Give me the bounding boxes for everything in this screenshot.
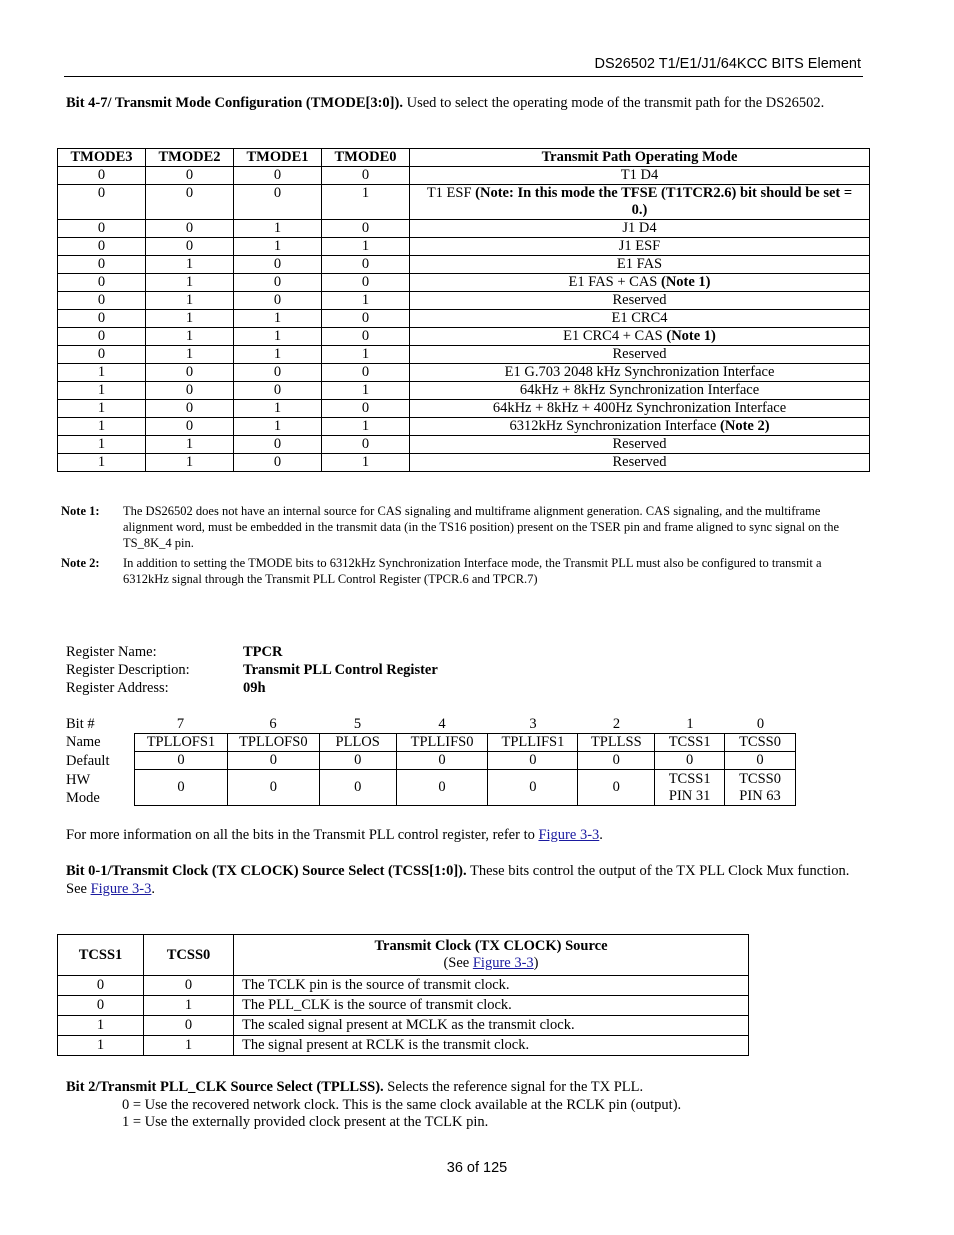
- bit-number: 7: [176, 716, 185, 732]
- tmode-cell: 1: [58, 418, 146, 436]
- tcss-bit-cell: 1: [58, 1036, 144, 1056]
- tcss-table: [57, 934, 749, 1056]
- th-tmode2: TMODE2: [146, 149, 234, 167]
- bit-hw: [227, 770, 319, 806]
- tmode-mode-cell: [410, 310, 870, 328]
- hw-pin: PIN 63: [739, 787, 781, 804]
- default-label: Default: [66, 753, 110, 769]
- tmode-cell: 0: [146, 400, 234, 418]
- tmode-cell: 0: [146, 238, 234, 256]
- bit-hw: [655, 770, 725, 806]
- tmode-cell: 0: [58, 274, 146, 292]
- hw-value: 0: [354, 779, 362, 795]
- tmode-cell: 0: [322, 436, 410, 454]
- mode-text: E1 FAS + CAS: [568, 274, 661, 290]
- tmode-cell: 0: [322, 220, 410, 238]
- mode-text: J1 D4: [622, 220, 657, 236]
- tmode-mode-cell: [410, 382, 870, 400]
- tmode-row: [58, 364, 870, 382]
- tmode-cell: 0: [58, 292, 146, 310]
- mode-text: T1 ESF: [426, 185, 476, 201]
- tmode-row: [58, 167, 870, 185]
- tmode-cell: 0: [322, 310, 410, 328]
- bit-name: PLLOS: [319, 734, 396, 752]
- tmode-cell: 1: [234, 400, 322, 418]
- bit-number: 0: [756, 716, 765, 732]
- more-info-text: For more information on all the bits in the Transmit PLL control register, refer to: [66, 827, 539, 843]
- hw-value: 0: [529, 779, 537, 795]
- tmode-mode-cell: [410, 167, 870, 185]
- tmode-row: [58, 346, 870, 364]
- tmode-cell: 0: [58, 220, 146, 238]
- tmode-row: [58, 310, 870, 328]
- tmode-cell: 0: [58, 238, 146, 256]
- tpllss-option-0: 0 = Use the recovered network clock. This is the same clock available at the RCLK pin (output).: [122, 1097, 682, 1113]
- note-text: In addition to setting the TMODE bits to 6312kHz Synchronization Interface mode, the Transmit PLL must also be configured to transmit a 6312kHz signal through the Transmit PLL Control Register (TPCR.6 and TPCR.7): [123, 556, 822, 586]
- tmode-cell: 0: [234, 274, 322, 292]
- mode-label: Mode: [66, 790, 100, 806]
- th-tcss1: TCSS1: [58, 935, 144, 976]
- mode-text: T1 D4: [620, 167, 659, 183]
- page-header: [64, 52, 863, 77]
- bit-name: TCSS0: [725, 734, 796, 752]
- mode-text: J1 ESF: [618, 238, 661, 254]
- hw-value: 0: [612, 779, 620, 795]
- more-info-end: .: [599, 827, 603, 843]
- bit-default: 0: [227, 752, 319, 770]
- tmode-mode-cell: [410, 220, 870, 238]
- tmode-row: [58, 454, 870, 472]
- tmode-cell: 1: [322, 346, 410, 364]
- tmode-cell: 1: [58, 436, 146, 454]
- tmode-mode-cell: [410, 454, 870, 472]
- bit-number: 3: [529, 716, 537, 732]
- mode-text: 64kHz + 8kHz + 400Hz Synchronization Interface: [492, 400, 787, 416]
- note-text: The DS26502 does not have an internal source for CAS signaling and multiframe alignment generation. CAS signaling, and the multiframe alignment word, must be embedded in the transmit data (in the TS16 position) present on the TSER pin and frame aligned to sync signal on the TS_8K_4 pin.: [123, 504, 840, 550]
- tmode-cell: 0: [322, 400, 410, 418]
- tmode-mode-cell: [410, 418, 870, 436]
- register-desc-label: Register Description:: [66, 662, 190, 678]
- note-label: Note 1:: [61, 504, 100, 518]
- tmode-cell: 1: [234, 238, 322, 256]
- tpllss-text: Selects the reference signal for the TX PLL.: [383, 1079, 644, 1095]
- bit-hw: [725, 770, 796, 806]
- bit-name: TPLLIFS0: [396, 734, 488, 752]
- tcss-row: [58, 1016, 749, 1036]
- hw-value: 0: [438, 779, 446, 795]
- tmode-cell: 0: [322, 364, 410, 382]
- tmode-cell: 0: [146, 167, 234, 185]
- tmode-cell: 0: [146, 418, 234, 436]
- tmode-cell: 1: [146, 346, 234, 364]
- tmode-cell: 0: [234, 167, 322, 185]
- tmode-cell: 0: [322, 274, 410, 292]
- tcss-intro-text: These bits control the output of the TX PLL Clock Mux function. See: [66, 863, 850, 897]
- tmode-cell: 0: [322, 256, 410, 274]
- hw-value: 0: [269, 779, 277, 795]
- mode-text: E1 FAS: [616, 256, 663, 272]
- tmode-cell: 0: [234, 256, 322, 274]
- tmode-cell: 1: [146, 310, 234, 328]
- th-source: [234, 935, 749, 976]
- bit-hw: [488, 770, 578, 806]
- bit-default: 0: [578, 752, 655, 770]
- bit-name-row: [135, 734, 796, 752]
- figure-link[interactable]: Figure 3-3: [538, 827, 600, 843]
- mode-text: Reserved: [612, 454, 667, 470]
- register-info: [66, 643, 438, 697]
- tmode-cell: 1: [234, 418, 322, 436]
- tcss-row: [58, 1036, 749, 1056]
- tmode-cell: 0: [58, 310, 146, 328]
- bit-name: TPLLOFS1: [135, 734, 228, 752]
- tmode-header-row: [58, 149, 870, 167]
- mode-text: Reserved: [612, 436, 667, 452]
- mode-text: E1 G.703 2048 kHz Synchronization Interface: [504, 364, 775, 380]
- tmode-cell: 0: [146, 364, 234, 382]
- tcss-bit-cell: 1: [144, 996, 234, 1016]
- see-pre: (See: [443, 955, 473, 971]
- tmode-row: [58, 292, 870, 310]
- mode-note: (Note 2): [720, 418, 770, 434]
- bit-number: 5: [353, 716, 362, 732]
- tcss-source-cell: The PLL_CLK is the source of transmit clock.: [234, 996, 749, 1016]
- tmode-cell: 1: [146, 436, 234, 454]
- th-tcss0: TCSS0: [144, 935, 234, 976]
- bit-default: 0: [396, 752, 488, 770]
- tcss-bit-cell: 0: [144, 1016, 234, 1036]
- th-source-title: Transmit Clock (TX CLOCK) Source: [374, 938, 608, 954]
- tmode-row: [58, 328, 870, 346]
- tmode-cell: 0: [58, 167, 146, 185]
- tcss-intro-bold: Bit 0-1/Transmit Clock (TX CLOCK) Source Select (TCSS[1:0]).: [66, 863, 467, 879]
- mode-text: E1 CRC4: [611, 310, 668, 326]
- bit-name: TPLLSS: [578, 734, 655, 752]
- tmode-cell: 1: [58, 400, 146, 418]
- bit-hw-row: [135, 770, 796, 806]
- tmode-cell: 1: [322, 454, 410, 472]
- tmode-cell: 0: [234, 436, 322, 454]
- tmode-row: [58, 185, 870, 220]
- tmode-cell: 1: [234, 346, 322, 364]
- tcss-source-cell: The scaled signal present at MCLK as the transmit clock.: [234, 1016, 749, 1036]
- tmode-cell: 0: [58, 256, 146, 274]
- bit-hw: [135, 770, 228, 806]
- mode-text: E1 CRC4 + CAS: [563, 328, 667, 344]
- tmode-mode-cell: [410, 274, 870, 292]
- tmode-cell: 1: [322, 238, 410, 256]
- th-tmode0: TMODE0: [322, 149, 410, 167]
- see-post: ): [533, 955, 539, 971]
- bit-default: 0: [135, 752, 228, 770]
- tmode-table: [57, 148, 870, 472]
- register-addr: 09h: [243, 680, 266, 696]
- register-name-label: Register Name:: [66, 644, 157, 660]
- tmode-cell: 1: [58, 382, 146, 400]
- mode-text: 64kHz + 8kHz Synchronization Interface: [519, 382, 760, 398]
- th-mode: Transmit Path Operating Mode: [410, 149, 870, 167]
- notes: [61, 503, 861, 591]
- tmode-cell: 1: [146, 274, 234, 292]
- tmode-cell: 0: [146, 185, 234, 220]
- figure-link[interactable]: Figure 3-3: [90, 881, 152, 897]
- register-desc: Transmit PLL Control Register: [243, 662, 438, 678]
- bit-name: TCSS1: [655, 734, 725, 752]
- mode-text: 6312kHz Synchronization Interface: [509, 418, 721, 434]
- bit-default-row: [135, 752, 796, 770]
- tmode-intro-bold: Bit 4-7/ Transmit Mode Configuration (TMODE[3:0]).: [66, 95, 403, 111]
- tmode-cell: 0: [58, 328, 146, 346]
- tcss-intro-end: .: [151, 881, 155, 897]
- tmode-cell: 0: [234, 185, 322, 220]
- tcss-header-row: [58, 935, 749, 976]
- tmode-mode-cell: [410, 346, 870, 364]
- name-label: Name: [66, 734, 101, 750]
- bit-number: 4: [438, 716, 446, 732]
- tmode-row: [58, 382, 870, 400]
- tmode-cell: 0: [234, 382, 322, 400]
- figure-link[interactable]: Figure 3-3: [472, 955, 534, 971]
- bit-table: [134, 733, 796, 806]
- tcss-source-cell: The signal present at RCLK is the transmit clock.: [234, 1036, 749, 1056]
- tmode-mode-cell: [410, 292, 870, 310]
- mode-text: Reserved: [612, 346, 667, 362]
- hw-pin: PIN 31: [668, 787, 711, 804]
- mode-note: (Note 1): [660, 274, 711, 290]
- tmode-cell: 0: [234, 454, 322, 472]
- tcss-bit-cell: 0: [144, 976, 234, 996]
- bit-default: 0: [319, 752, 396, 770]
- bit-number: 1: [686, 716, 694, 732]
- tmode-mode-cell: [410, 364, 870, 382]
- tcss-row: [58, 976, 749, 996]
- mode-note: (Note: In this mode the TFSE (T1TCR2.6) bit should be set = 0.): [475, 185, 853, 218]
- tmode-cell: 1: [234, 328, 322, 346]
- tmode-mode-cell: [410, 185, 870, 220]
- bit-number: 6: [269, 716, 277, 732]
- tmode-mode-cell: [410, 436, 870, 454]
- tmode-cell: 1: [146, 292, 234, 310]
- tmode-mode-cell: [410, 256, 870, 274]
- tmode-cell: 0: [234, 292, 322, 310]
- bit-name: TPLLOFS0: [227, 734, 319, 752]
- hw-value: 0: [177, 779, 185, 795]
- tcss-bit-cell: 1: [58, 1016, 144, 1036]
- tmode-cell: 1: [322, 418, 410, 436]
- tmode-cell: 0: [58, 346, 146, 364]
- tmode-cell: 1: [146, 256, 234, 274]
- bit-hw: [319, 770, 396, 806]
- more-info: [66, 826, 866, 844]
- tmode-row: [58, 220, 870, 238]
- page-number: 36 of 125: [446, 1160, 508, 1176]
- note-1: [61, 503, 861, 551]
- tmode-cell: 1: [146, 328, 234, 346]
- bit-number: 2: [612, 716, 621, 732]
- hw-label: HW: [66, 772, 91, 788]
- tcss-bit-cell: 0: [58, 976, 144, 996]
- hw-value: TCSS1: [668, 770, 711, 787]
- note-2: [61, 555, 861, 587]
- tpllss-intro: [66, 1078, 866, 1096]
- tcss-source-cell: The TCLK pin is the source of transmit clock.: [234, 976, 749, 996]
- bit-hw: [578, 770, 655, 806]
- bit-default: 0: [655, 752, 725, 770]
- bit-num-label: Bit #: [66, 716, 95, 732]
- bit-hw: [396, 770, 488, 806]
- note-label: Note 2:: [61, 556, 100, 570]
- tmode-row: [58, 238, 870, 256]
- tmode-intro-text: Used to select the operating mode of the transmit path for the DS26502.: [402, 95, 825, 111]
- th-tmode3: TMODE3: [58, 149, 146, 167]
- bit-default: 0: [488, 752, 578, 770]
- tpllss-bold: Bit 2/Transmit PLL_CLK Source Select (TPLLSS).: [66, 1079, 384, 1095]
- tmode-cell: 0: [58, 185, 146, 220]
- tmode-row: [58, 418, 870, 436]
- tmode-cell: 1: [322, 292, 410, 310]
- register-name: TPCR: [243, 644, 283, 660]
- tmode-cell: 1: [234, 220, 322, 238]
- tmode-intro: [66, 94, 866, 112]
- th-tmode1: TMODE1: [234, 149, 322, 167]
- tmode-mode-cell: [410, 328, 870, 346]
- tmode-mode-cell: [410, 238, 870, 256]
- bit-name: TPLLIFS1: [488, 734, 578, 752]
- tmode-cell: 0: [322, 167, 410, 185]
- tmode-cell: 0: [322, 328, 410, 346]
- tmode-cell: 1: [58, 454, 146, 472]
- tmode-row: [58, 274, 870, 292]
- bit-default: 0: [725, 752, 796, 770]
- tmode-row: [58, 436, 870, 454]
- tmode-cell: 1: [146, 454, 234, 472]
- tmode-cell: 0: [234, 364, 322, 382]
- mode-text: Reserved: [612, 292, 667, 308]
- tmode-row: [58, 256, 870, 274]
- tmode-cell: 0: [146, 382, 234, 400]
- tcss-row: [58, 996, 749, 1016]
- tcss-bit-cell: 1: [144, 1036, 234, 1056]
- tmode-cell: 0: [146, 220, 234, 238]
- tmode-cell: 1: [234, 310, 322, 328]
- hw-value: TCSS0: [739, 770, 781, 787]
- tmode-row: [58, 400, 870, 418]
- tcss-bit-cell: 0: [58, 996, 144, 1016]
- header-title: DS26502 T1/E1/J1/64KCC BITS Element: [594, 56, 861, 72]
- tmode-mode-cell: [410, 400, 870, 418]
- register-addr-label: Register Address:: [66, 680, 169, 696]
- tpllss-option-1: 1 = Use the externally provided clock present at the TCLK pin.: [122, 1114, 489, 1130]
- tmode-cell: 1: [58, 364, 146, 382]
- tmode-cell: 1: [322, 185, 410, 220]
- mode-note: (Note 1): [666, 328, 716, 344]
- tcss-intro: [66, 862, 866, 898]
- bit-numbers: [134, 715, 796, 733]
- th-source-sub: [234, 955, 748, 972]
- tmode-cell: 1: [322, 382, 410, 400]
